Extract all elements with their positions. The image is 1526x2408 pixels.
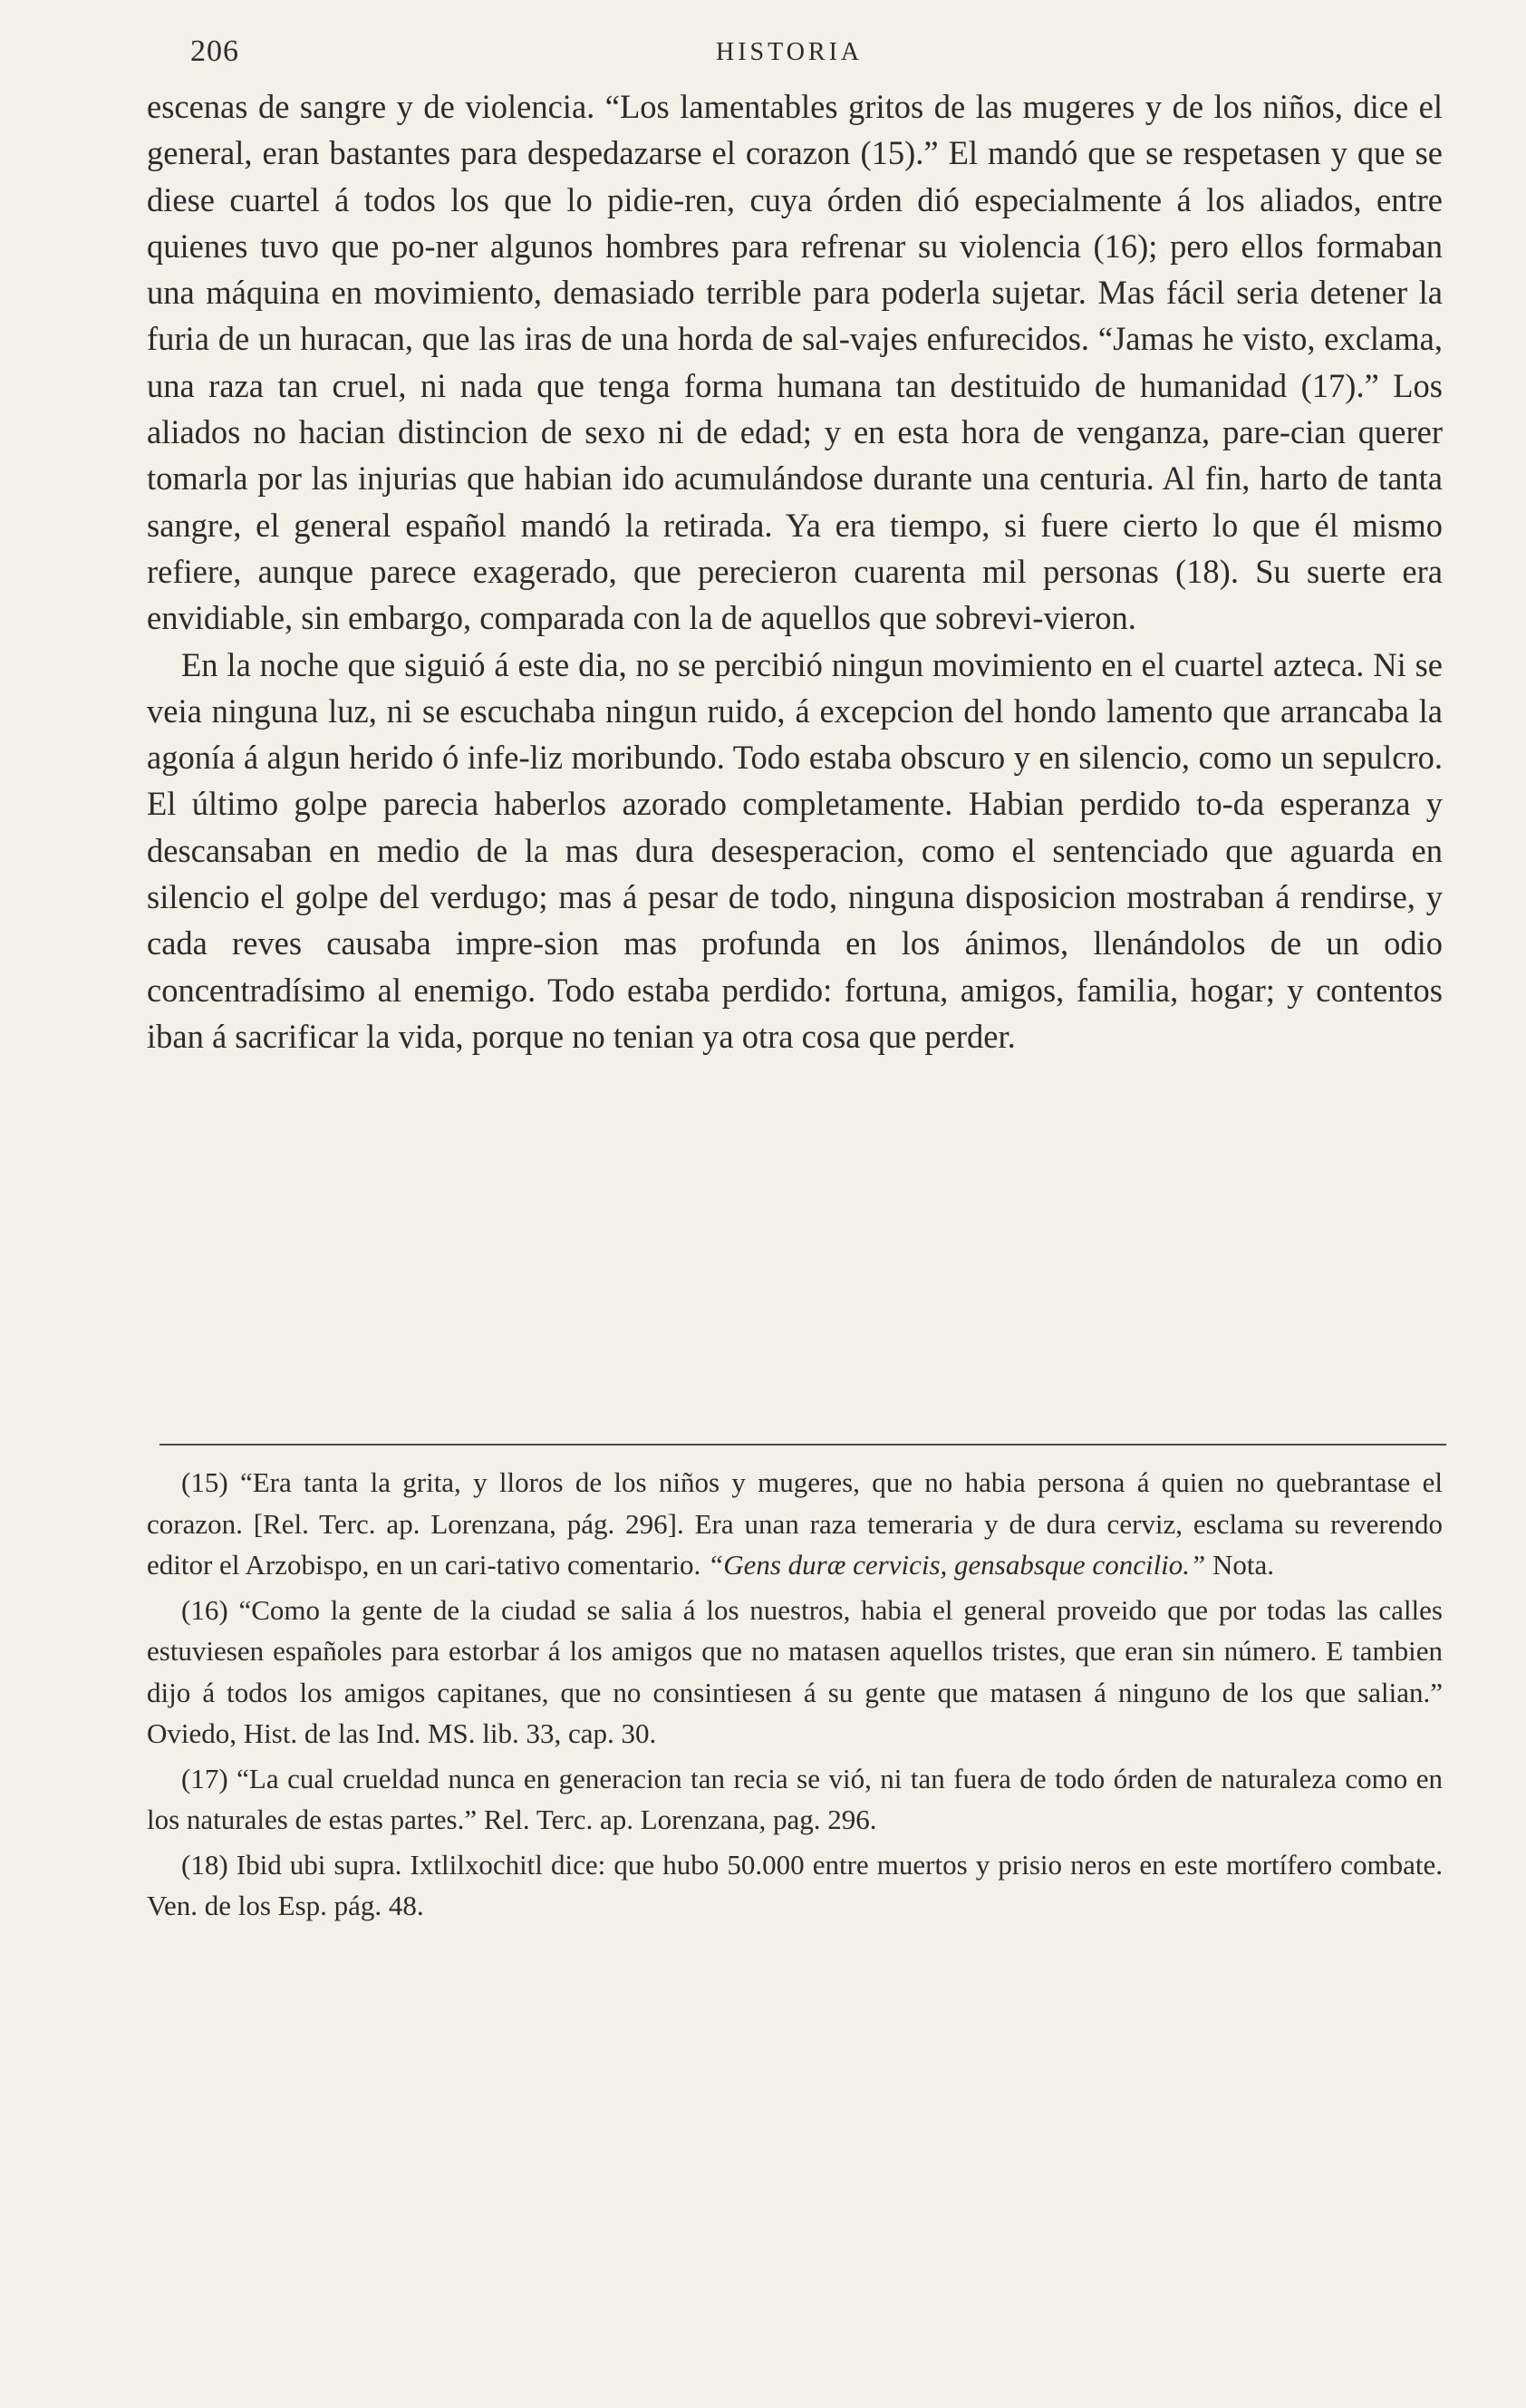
footnote-16: (16) “Como la gente de la ciudad se salia á los nuestros, habia el general proveido que por todas las calles estuviesen españoles para estorbar á los amigos que no matasen aquellos tristes, que eran sin número. E tambien dijo á todos los amigos capitanes, que no consintiesen á su gente que matasen á ninguno de los que salian.” Oviedo, Hist. de las Ind. MS. lib. 33, cap. 30. bbox=[147, 1593, 1443, 1749]
footnote-divider bbox=[159, 1444, 1446, 1446]
page-header bbox=[190, 34, 1441, 71]
footnote-18: (18) Ibid ubi supra. Ixtlilxochitl dice: que hubo 50.000 entre muertos y prisio neros en este mortífero combate. Ven. de los Esp. pág. 48. bbox=[147, 1848, 1443, 1921]
running-head: HISTORIA bbox=[716, 38, 864, 66]
footnote-17: (17) “La cual crueldad nunca en generacion tan recia se vió, ni tan fuera de todo órden de naturaleza como en los naturales de estas partes.” Rel. Terc. ap. Lorenzana, pag. 296. bbox=[147, 1762, 1443, 1835]
footnote-15 bbox=[147, 1462, 1443, 1586]
footnote-15-quote: “Gens duræ cervicis, gensabsque concilio.” bbox=[707, 1549, 1206, 1581]
footnote-15-end: Nota. bbox=[1205, 1549, 1275, 1581]
main-text bbox=[147, 83, 1443, 1059]
footnote-15-text: (15) “Era tanta la grita, y lloros de los niños y mugeres, que no habia persona á quien no quebrantase el corazon. [Rel. Terc. ap. Lorenzana, pág. 296]. Era unan raza temeraria y de dura cerviz, esclama su reverendo editor el Arzobispo, en un cari-tativo comentario. bbox=[147, 1466, 1443, 1581]
paragraph-1: escenas de sangre y de violencia. “Los lamentables gritos de las mugeres y de los niños, dice el general, eran bastantes para despedazarse el corazon (15).” El mandó que se respetasen y que se diese cuartel á todos los que lo pidie-ren, cuya órden dió especialmente á los aliados, entre quienes tuvo que po-ner algunos hombres para refrenar su violencia (16); pero ellos formaban una máquina en movimiento, demasiado terrible para poderla sujetar. Mas fácil seria detener la furia de un huracan, que las iras de una horda de sal-vajes enfurecidos. “Jamas he visto, exclama, una raza tan cruel, ni nada que tenga forma humana tan destituido de humanidad (17).” Los aliados no hacian distincion de sexo ni de edad; y en esta hora de venganza, pare-cian querer tomarla por las injurias que habian ido acumulándose durante una centuria. Al fin, harto de tanta sangre, el general español mandó la retirada. Ya era tiempo, si fuere cierto lo que él mismo refiere, aunque parece exagerado, que perecieron cuarenta mil personas (18). Su suerte era envidiable, sin embargo, comparada con la de aquellos que sobrevi-vieron. bbox=[147, 88, 1443, 637]
footnotes bbox=[147, 1462, 1443, 1930]
paragraph-2: En la noche que siguió á este dia, no se percibió ningun movimiento en el cuartel azteca. Ni se veia ninguna luz, ni se escuchaba ningun ruido, á excepcion del hondo lamento que arrancaba la agonía á algun herido ó infe-liz moribundo. Todo estaba obscuro y en silencio, como un sepulcro. El último golpe parecia haberlos azorado completamente. Habian perdido to-da esperanza y descansaban en medio de la mas dura desesperacion, como el sentenciado que aguarda en silencio el golpe del verdugo; mas á pesar de todo, ninguna disposicion mostraban á rendirse, y cada reves causaba impre-sion mas profunda en los ánimos, llenándolos de un odio concentradísimo al enemigo. Todo estaba perdido: fortuna, amigos, familia, hogar; y contentos iban á sacrificar la vida, porque no tenian ya otra cosa que perder. bbox=[147, 645, 1443, 1055]
page-number: 206 bbox=[190, 34, 239, 68]
